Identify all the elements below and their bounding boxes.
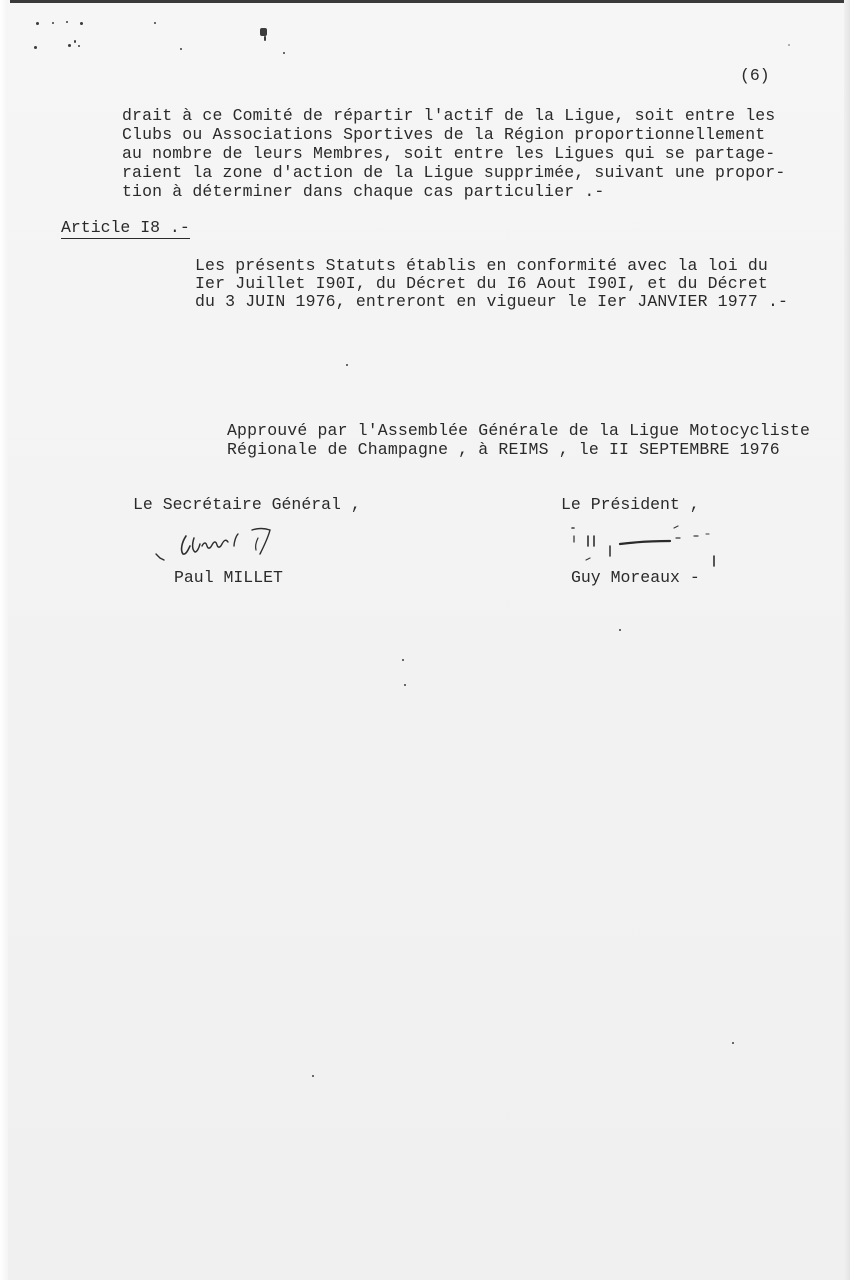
scan-speck (788, 44, 790, 46)
president-name: Guy Moreaux - (571, 568, 700, 587)
page-right-shadow (844, 0, 850, 1280)
secretary-handwritten-signature (150, 524, 280, 572)
scan-speck (80, 22, 83, 25)
scan-speck (154, 22, 156, 24)
scan-speck (264, 36, 266, 41)
scan-speck (283, 52, 285, 54)
scan-speck (52, 22, 54, 24)
president-handwritten-signature (566, 520, 716, 572)
approval-line: Régionale de Champagne , à REIMS , le II SEPTEMBRE 1976 (227, 440, 780, 459)
scan-speck (68, 44, 71, 47)
page-number: (6) (740, 66, 770, 85)
article-line: Les présents Statuts établis en conformité avec la loi du (195, 256, 768, 275)
scan-speck (346, 364, 348, 366)
paragraph-line: Clubs ou Associations Sportives de la Région proportionnellement (122, 125, 766, 144)
article-line: du 3 JUIN 1976, entreront en vigueur le Ier JANVIER 1977 .- (195, 292, 789, 311)
scan-speck (66, 21, 68, 23)
scan-speck (74, 40, 76, 43)
scan-speck (404, 684, 406, 686)
scan-speck (260, 28, 267, 36)
scan-speck (78, 45, 80, 47)
paragraph-line: raient la zone d'action de la Ligue supprimée, suivant une propor- (122, 163, 786, 182)
scan-speck (312, 1075, 314, 1077)
paragraph-line: drait à ce Comité de répartir l'actif de la Ligue, soit entre les (122, 106, 776, 125)
scan-speck (34, 46, 37, 49)
approval-line: Approuvé par l'Assemblée Générale de la Ligue Motocycliste (227, 421, 810, 440)
secretary-title: Le Secrétaire Général , (133, 495, 361, 514)
scan-speck (402, 659, 404, 661)
paragraph-line: tion à déterminer dans chaque cas particulier .- (122, 182, 605, 201)
scan-speck (619, 629, 621, 631)
article-heading: Article I8 .- (61, 218, 190, 237)
president-title: Le Président , (561, 495, 700, 514)
scan-speck (36, 22, 39, 25)
page-left-margin (0, 0, 8, 1280)
secretary-name: Paul MILLET (174, 568, 283, 587)
page-top-edge (10, 0, 850, 3)
scan-speck (732, 1042, 734, 1044)
article-line: Ier Juillet I90I, du Décret du I6 Aout I90I, et du Décret (195, 274, 768, 293)
scan-speck (180, 48, 182, 50)
paragraph-line: au nombre de leurs Membres, soit entre les Ligues qui se partage- (122, 144, 776, 163)
